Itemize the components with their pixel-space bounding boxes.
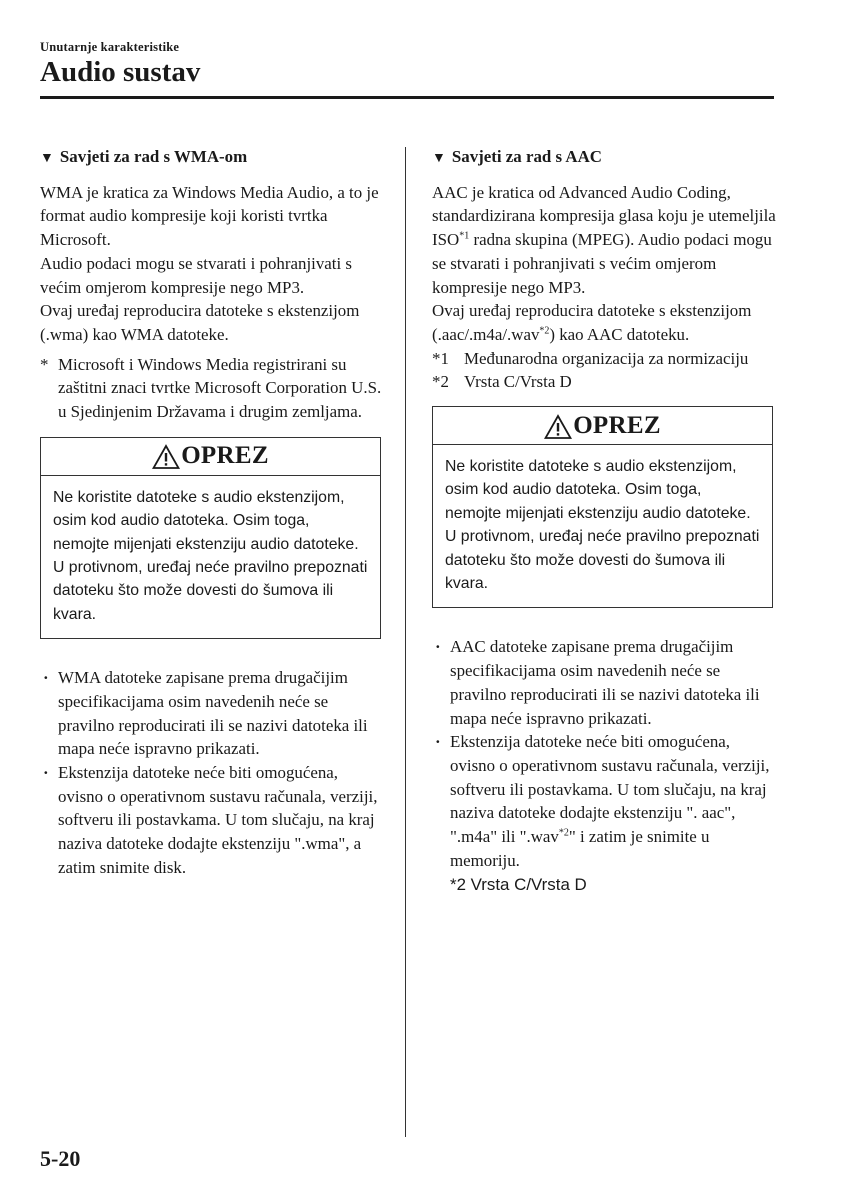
caution-body: [41, 476, 380, 638]
footnote-2: [432, 370, 777, 394]
caution-text: Ne koristite datoteke s audio ekstenzijom, osim kod audio datoteka. Osim toga, nemojte mijenjati ekstenziju audio datoteke. U protivnom, uređaj neće pravilno prepoznati datoteku što može dovesti do šumova ili kvara.: [445, 458, 760, 593]
list-item: · Ekstenzija datoteke neće biti omogućena, ovisno o operativnom sustavu računala, verziji, softveru ili postavkama. U tom slučaju, na kraj naziva datoteke dodajte ekstenziju ".wma", a zatim snimite disk.: [40, 761, 385, 880]
footnote-ref: *2: [558, 827, 569, 839]
warning-icon: [152, 444, 180, 470]
left-bullet-list: [40, 666, 385, 879]
title-rule: [40, 96, 774, 99]
caution-text: Ne koristite datoteke s audio ekstenzijom, osim kod audio datoteka. Osim toga, nemojte mijenjati ekstenziju audio datoteke. U protivnom, uređaj neće pravilno prepoznati datoteku što može dovesti do šumova ili kvara.: [53, 488, 368, 623]
left-paragraph-3: Ovaj uređaj reproducira datoteke s ekstenzijom (.wma) kao WMA datoteke.: [40, 301, 360, 344]
footnote-text: Vrsta C/Vrsta D: [464, 372, 572, 392]
right-bullet-list: [432, 635, 777, 896]
left-column: [40, 145, 385, 880]
caution-body: [433, 445, 772, 607]
list-item: · WMA datoteke zapisane prema drugačijim specifikacijama osim navedenih neće se pravilno reproducirati ili se nazivi datoteka ili mapa neće ispravno prikazati.: [40, 666, 385, 761]
footnote-ref: *2: [539, 325, 550, 337]
text-segment: ) kao AAC datoteku.: [549, 324, 690, 344]
page-number: 5-20: [40, 1146, 81, 1171]
page-title: Audio sustav: [40, 56, 201, 88]
left-note: [40, 353, 385, 424]
text-segment: " i zatim je snimite u memoriju.: [450, 827, 710, 870]
triangle-down-icon: ▼: [432, 151, 446, 166]
text-segment: AAC je kratica od Advanced Audio Coding, standardizirana kompresija glasa koju je utemeljila ISO: [432, 182, 776, 250]
section-label: Unutarnje karakteristike: [40, 40, 180, 54]
footnote-ref: *1: [459, 230, 470, 242]
right-caution-box: [432, 406, 773, 608]
text-segment: radna skupina (MPEG). Audio podaci mogu se stvarati i pohranjivati s većim omjerom kompresije nego MP3.: [432, 230, 772, 297]
caution-title: OPREZ: [573, 411, 661, 439]
right-heading-text: Savjeti za rad s AAC: [451, 147, 602, 166]
column-divider: [405, 147, 406, 1137]
text-segment: Ovaj uređaj reproducira datoteke s ekstenzijom (.aac/.m4a/.wav: [432, 301, 752, 344]
footnote-mark: *2: [432, 372, 449, 392]
right-column: [432, 145, 777, 896]
footnote-1: [432, 347, 777, 371]
footnote-text: Međunarodna organizacija za normizaciju: [464, 348, 749, 368]
caution-header: [433, 407, 772, 445]
list-item: [432, 730, 777, 896]
right-paragraph-2: [432, 299, 777, 346]
left-note-text: Microsoft i Windows Media registrirani su zaštitni znaci tvrtke Microsoft Corporation U.S. u Sjedinjenim Državama i drugim zemljama.: [58, 354, 382, 422]
bullet-footnote: *2 Vrsta C/Vrsta D: [450, 874, 587, 894]
right-heading: [432, 145, 777, 171]
left-paragraph-2: Audio podaci mogu se stvarati i pohranjivati s većim omjerom kompresije nego MP3.: [40, 253, 352, 297]
left-heading: [40, 145, 385, 171]
caution-title: OPREZ: [181, 442, 269, 470]
triangle-down-icon: ▼: [40, 151, 54, 166]
text-segment: Ekstenzija datoteke neće biti omogućena, ovisno o operativnom sustavu računala, verziji, softveru ili postavkama. U tom slučaju, na kraj naziva datoteke dodajte ekstenziju ". aac", ".m4a" ili ".wav: [450, 732, 770, 847]
left-caution-box: [40, 437, 381, 639]
right-paragraph-1: [432, 181, 777, 300]
warning-icon: [544, 414, 572, 440]
note-marker: *: [40, 354, 49, 374]
list-item: · AAC datoteke zapisane prema drugačijim specifikacijama osim navedenih neće se pravilno reproducirati ili se nazivi datoteka ili mapa neće ispravno prikazati.: [432, 635, 777, 730]
left-paragraph-1: WMA je kratica za Windows Media Audio, a to je format audio kompresije koji koristi tvrtka Microsoft.: [40, 182, 379, 250]
footnote-mark: *1: [432, 348, 449, 368]
caution-header: [41, 438, 380, 476]
left-heading-text: Savjeti za rad s WMA-om: [59, 147, 248, 166]
